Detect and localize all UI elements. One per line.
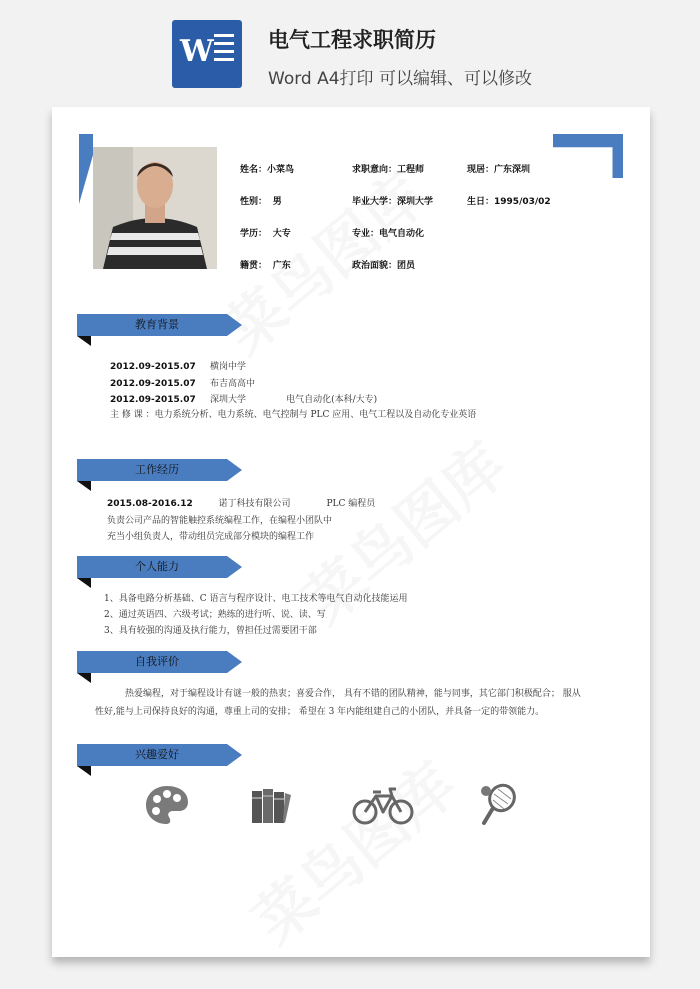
- profile-photo: [93, 147, 217, 269]
- edu-row: 2012.09-2015.07 布吉高高中: [110, 379, 256, 389]
- origin-field: 籍贯： 广东: [240, 261, 291, 271]
- skill-item: 1、具备电路分析基础、C 语言与程序设计、电工技术等电气自动化技能运用: [104, 594, 408, 604]
- major-field: 专业：电气自动化: [352, 229, 425, 239]
- work-row: 2015.08-2016.12 诺丁科技有限公司 PLC 编程员: [107, 499, 376, 509]
- edu-row: 2012.09-2015.07 横岗中学: [110, 362, 247, 372]
- corner-decoration-left: [79, 134, 93, 204]
- skill-item: 2、通过英语四、六级考试；熟练的进行听、说、读、写: [104, 610, 326, 620]
- bicycle-icon: [352, 783, 414, 831]
- work-desc: 负责公司产品的智能触控系统编程工作，在编程小团队中: [107, 516, 333, 526]
- page-subtitle: Word A4打印 可以编辑、可以修改: [268, 69, 532, 89]
- page-title: 电气工程求职简历: [268, 28, 436, 52]
- edu-courses: 主 修 课 ：电力系统分析、电力系统、电气控制与 PLC 应用、电气工程以及自动化专业英语: [110, 410, 477, 420]
- politics-field: 政治面貌：团员: [352, 261, 416, 271]
- gender-field: 性别： 男: [240, 197, 282, 207]
- education-level-field: 学历： 大专: [240, 229, 291, 239]
- name-field: 姓名：小菜鸟: [240, 165, 295, 175]
- books-icon: [250, 783, 294, 831]
- section-title: 兴趣爱好: [135, 748, 179, 761]
- header: [0, 0, 700, 100]
- residence-field: 现居：广东深圳: [467, 165, 531, 175]
- section-title: 教育背景: [135, 318, 179, 331]
- word-letter: W: [180, 34, 214, 69]
- intent-field: 求职意向：工程师: [352, 165, 425, 175]
- section-title: 自我评价: [135, 655, 179, 668]
- palette-icon: [144, 783, 190, 831]
- edu-row: 2012.09-2015.07 深圳大学 电气自动化(本科/大专): [110, 395, 378, 405]
- section-title: 个人能力: [135, 560, 179, 573]
- skill-item: 3、具有较强的沟通及执行能力，曾担任过需要团干部: [104, 626, 317, 636]
- birth-field: 生日：1995/03/02: [467, 197, 551, 207]
- tennis-icon: [478, 783, 518, 831]
- section-title: 工作经历: [135, 463, 179, 476]
- corner-decoration-right: [553, 134, 623, 178]
- work-desc: 充当小组负责人，带动组员完成部分模块的编程工作: [107, 532, 315, 542]
- watermark: [232, 740, 471, 957]
- school-field: 毕业大学：深圳大学: [352, 197, 434, 207]
- word-app-icon: [172, 20, 242, 88]
- resume-page: [52, 107, 650, 957]
- self-evaluation-text: 热爱编程，对于编程设计有谜一般的热衷；喜爱合作， 具有不错的团队精神，能与同事，其它部门积极配合； 服从性好,能与上司保持良好的沟通，尊重上司的安排； 希望在 3 年内能组建自己的小团队，并具备一定的带领能力。: [95, 689, 581, 717]
